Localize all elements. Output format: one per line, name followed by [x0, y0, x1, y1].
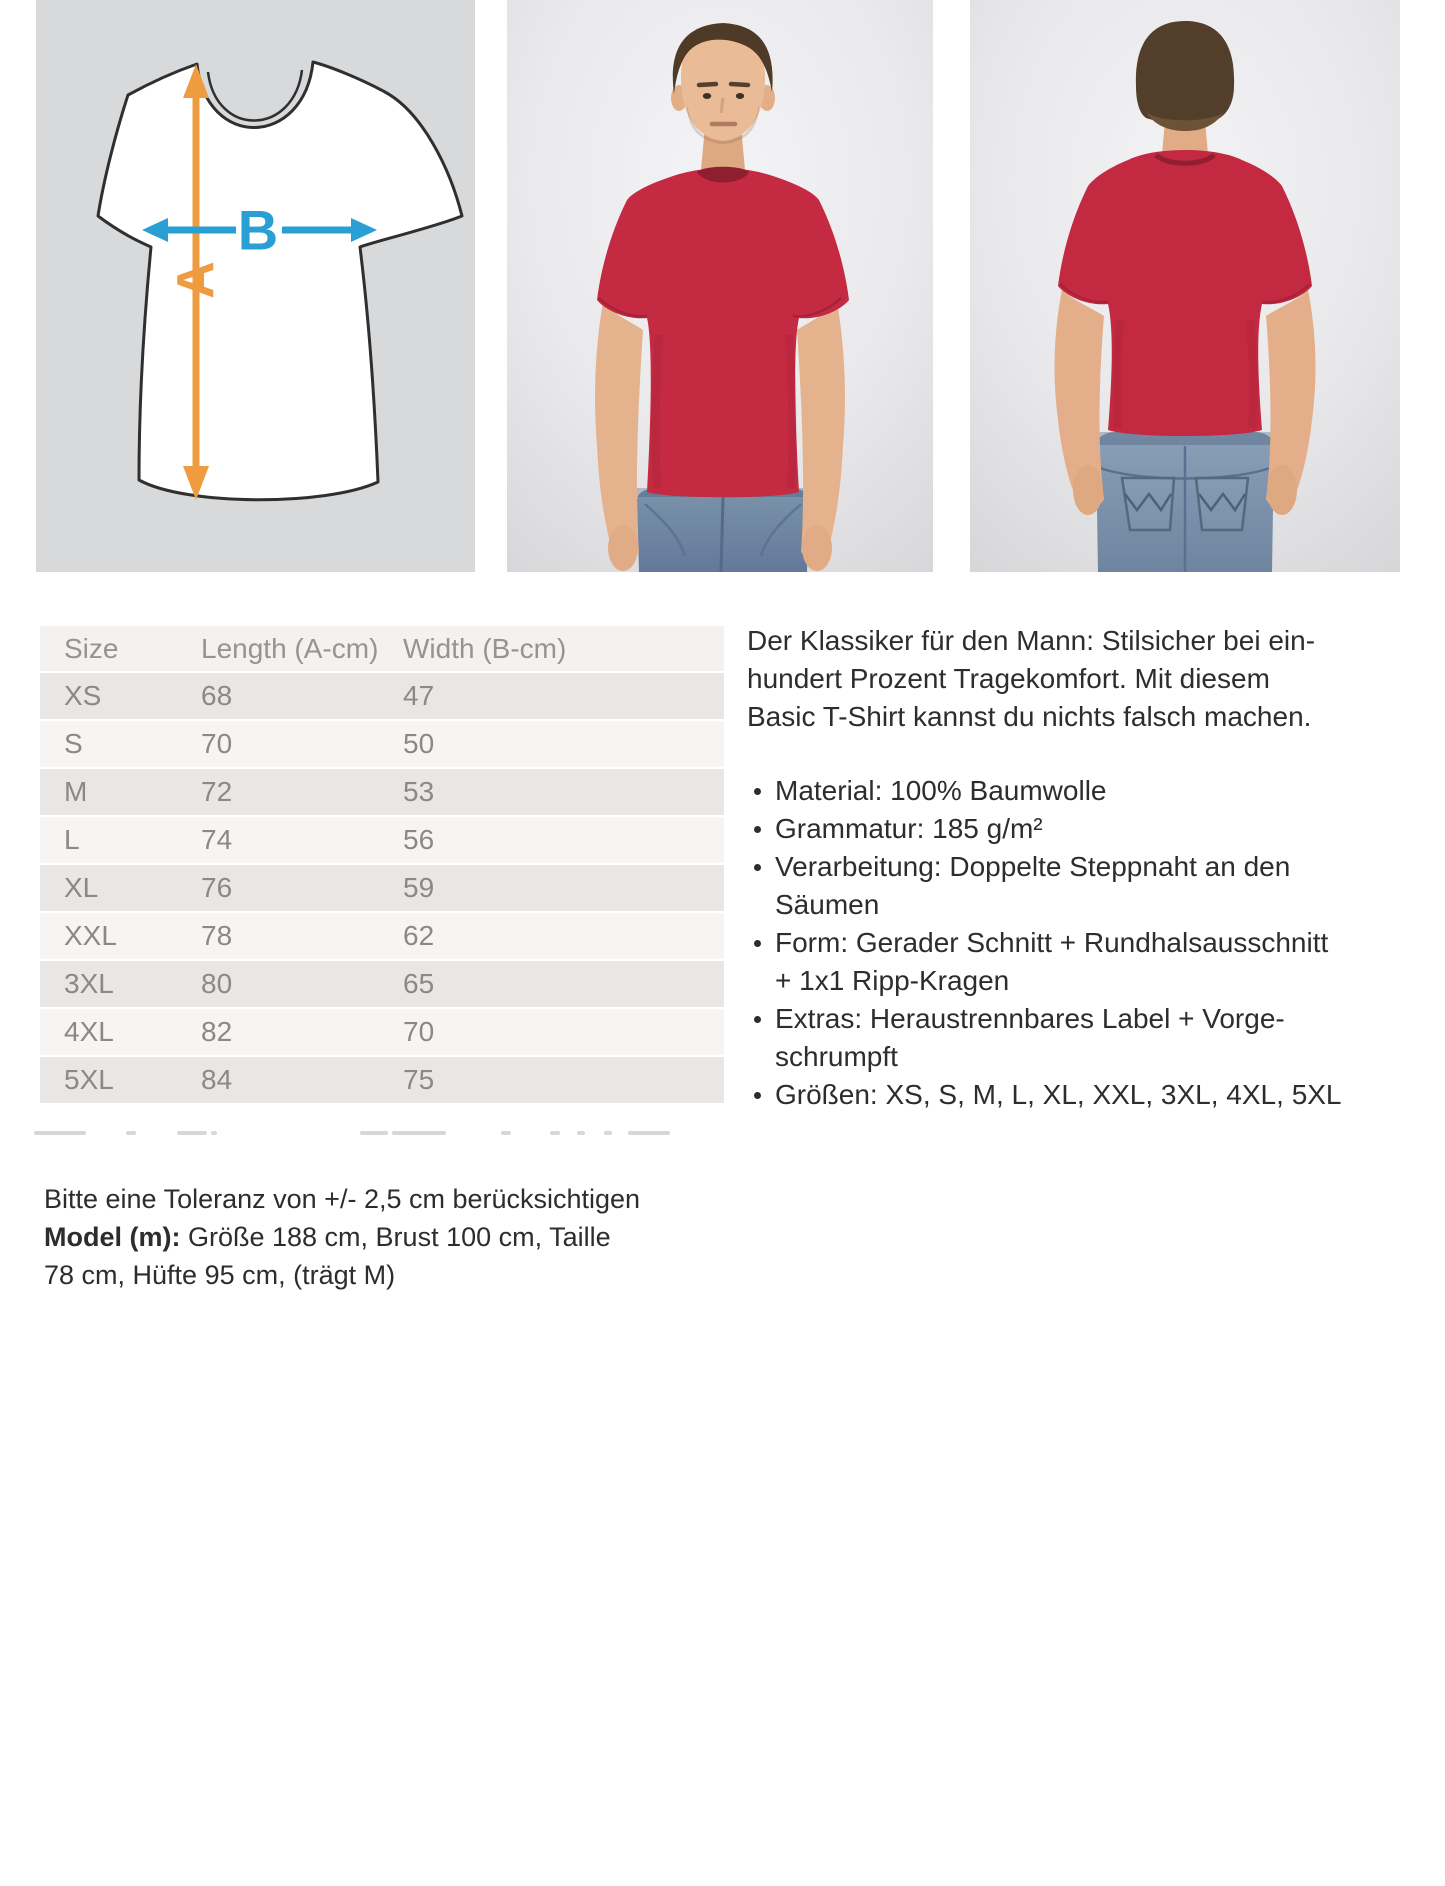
feature-text: Größen: XS, S, M, L, XL, XXL, 3XL, 4XL, 5XL [775, 1079, 1342, 1110]
width-cell: 59 [403, 872, 435, 903]
bullet-icon [754, 826, 761, 833]
model-label: Model (m): [44, 1222, 181, 1252]
size-cell: M [64, 776, 88, 807]
description-line: hundert Prozent Tragekomfort. Mit diesem [747, 663, 1270, 694]
feature-text: Material: 100% Baumwolle [775, 775, 1107, 806]
width-cell: 62 [403, 920, 435, 951]
product-photo-back [970, 0, 1400, 572]
width-cell: 56 [403, 824, 435, 855]
size-cell: XS [64, 680, 102, 711]
length-cell: 68 [201, 680, 233, 711]
table-row [40, 721, 724, 769]
feature-item [747, 772, 1419, 810]
length-cell: 76 [201, 872, 233, 903]
length-cell: 82 [201, 1016, 233, 1047]
table-row [40, 1057, 724, 1105]
table-row [40, 961, 724, 1009]
size-cell: L [64, 824, 80, 855]
table-row [40, 1009, 724, 1057]
model-back-illustration [970, 0, 1400, 572]
description-line: Der Klassiker für den Mann: Stilsicher bei ein- [747, 625, 1316, 656]
length-cell: 80 [201, 968, 233, 999]
bullet-icon [754, 864, 761, 871]
model-info-line1 [44, 1218, 654, 1256]
cropped-text-strip [34, 1131, 714, 1137]
description-line: Basic T-Shirt kannst du nichts falsch machen. [747, 701, 1312, 732]
size-cell: XL [64, 872, 99, 903]
feature-text: Extras: Heraustrennbares Label + Vorge- schrumpft [775, 1003, 1285, 1072]
jeans-front [637, 488, 809, 572]
measurement-notes [44, 1180, 654, 1294]
table-row [40, 769, 724, 817]
size-table-header-row [40, 626, 724, 673]
bullet-icon [754, 1092, 761, 1099]
length-cell: 72 [201, 776, 233, 807]
feature-item [747, 848, 1419, 924]
size-cell: 3XL [64, 968, 114, 999]
model-info-rest: Größe 188 cm, Brust 100 cm, Taille [180, 1222, 611, 1252]
feature-list [747, 772, 1419, 1114]
size-diagram-image [36, 0, 475, 572]
product-description [747, 622, 1419, 1114]
feature-item [747, 810, 1419, 848]
feature-text: Form: Gerader Schnitt + Rundhalsausschnitt + 1x1 Ripp-Kragen [775, 927, 1329, 996]
width-cell: 75 [403, 1064, 435, 1095]
label-b: B [237, 198, 279, 262]
tolerance-note: Bitte eine Toleranz von +/- 2,5 cm berücksichtigen [44, 1184, 641, 1214]
bullet-icon [754, 1016, 761, 1023]
product-photo-front [507, 0, 933, 572]
length-cell: 78 [201, 920, 233, 951]
feature-item [747, 924, 1419, 1000]
feature-text: Verarbeitung: Doppelte Steppnaht an den Säumen [775, 851, 1291, 920]
description-intro [747, 622, 1419, 736]
length-cell: 70 [201, 728, 233, 759]
size-table-body [40, 673, 724, 1105]
size-cell: 5XL [64, 1064, 114, 1095]
feature-text: Grammatur: 185 g/m² [775, 813, 1043, 844]
width-cell: 65 [403, 968, 435, 999]
width-cell: 53 [403, 776, 435, 807]
width-cell: 50 [403, 728, 435, 759]
col-header-length: Length (A-cm) [201, 632, 379, 664]
hair-back [1136, 21, 1234, 131]
table-row [40, 817, 724, 865]
table-row [40, 673, 724, 721]
size-cell: 4XL [64, 1016, 114, 1047]
tshirt-outline [98, 62, 462, 500]
col-header-size: Size [64, 632, 119, 664]
table-row [40, 913, 724, 961]
tshirt-measurement-diagram [36, 0, 475, 572]
feature-item [747, 1076, 1419, 1114]
size-cell: S [64, 728, 83, 759]
feature-item [747, 1000, 1419, 1076]
model-front-illustration [507, 0, 933, 572]
bullet-icon [754, 940, 761, 947]
model-info-line2: 78 cm, Hüfte 95 cm, (trägt M) [44, 1260, 396, 1290]
width-cell: 70 [403, 1016, 435, 1047]
length-cell: 84 [201, 1064, 233, 1095]
table-row [40, 865, 724, 913]
size-table [40, 626, 724, 1105]
label-a: A [167, 261, 225, 299]
length-cell: 74 [201, 824, 233, 855]
col-header-width: Width (B-cm) [403, 632, 567, 664]
jeans-back [1096, 432, 1274, 572]
size-cell: XXL [64, 920, 117, 951]
width-cell: 47 [403, 680, 435, 711]
bullet-icon [754, 788, 761, 795]
